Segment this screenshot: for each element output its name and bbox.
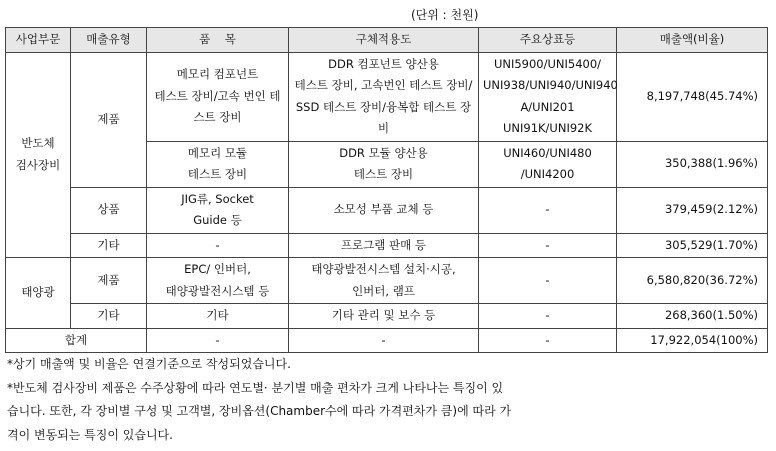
- item-cell: -: [147, 233, 289, 258]
- brands-cell: -: [479, 328, 617, 353]
- type-cell-other: 기타: [71, 304, 147, 329]
- header-division: 사업부문: [6, 28, 71, 53]
- usage-cell: 기타 관리 및 보수 등: [289, 304, 479, 329]
- usage-cell: 소모성 부품 교체 등: [289, 187, 479, 233]
- brands-cell: -: [479, 258, 617, 304]
- item-cell: EPC/ 인버터, 태양광발전시스템 등: [147, 258, 289, 304]
- usage-cell: DDR 컴포넌트 양산용 테스트 장비, 고속번인 테스트 장비/ SSD 테스트 장비/융복합 테스트 장 비: [289, 52, 479, 141]
- usage-cell: DDR 모듈 양산용 테스트 장비: [289, 141, 479, 187]
- table-header-row: [6, 28, 768, 53]
- header-usage: 구체적용도: [289, 28, 479, 53]
- table-row: [6, 258, 768, 304]
- header-item: 품 목: [147, 28, 289, 53]
- brands-cell: UNI5900/UNI5400/ UNI938/UNI940/UNI940 A/UNI201 UNI91K/UNI92K: [479, 52, 617, 141]
- usage-cell: 태양광발전시스템 설치·시공, 인버터, 램프: [289, 258, 479, 304]
- sales-table: [5, 27, 768, 353]
- header-sales: 매출액(비율): [617, 28, 768, 53]
- item-cell: 메모리 모듈 테스트 장비: [147, 141, 289, 187]
- sales-cell: 305,529(1.70%): [617, 233, 768, 258]
- division-cell-semiconductor: 반도체 검사장비: [6, 52, 71, 258]
- footnotes: [7, 353, 567, 447]
- table-row: [6, 233, 768, 258]
- brands-cell: UNI460/UNI480 /UNI4200: [479, 141, 617, 187]
- header-sales-type: 매출유형: [71, 28, 147, 53]
- type-cell-product: 제품: [71, 258, 147, 304]
- type-cell-goods: 상품: [71, 187, 147, 233]
- type-cell-product: 제품: [71, 52, 147, 187]
- header-brands: 주요상표등: [479, 28, 617, 53]
- type-cell-other: 기타: [71, 233, 147, 258]
- total-row: [6, 328, 768, 353]
- total-sales-cell: 17,922,054(100%): [617, 328, 768, 353]
- table-row: [6, 52, 768, 141]
- division-cell-solar: 태양광: [6, 258, 71, 329]
- table-row: [6, 304, 768, 329]
- item-cell: -: [147, 328, 289, 353]
- item-cell: 메모리 컴포넌트 테스트 장비/고속 번인 테 스트 장비: [147, 52, 289, 141]
- brands-cell: -: [479, 304, 617, 329]
- sales-cell: 8,197,748(45.74%): [617, 52, 768, 141]
- sales-cell: 350,388(1.96%): [617, 141, 768, 187]
- item-cell: JIG류, Socket Guide 등: [147, 187, 289, 233]
- usage-cell: 프로그램 판매 등: [289, 233, 479, 258]
- table-row: [6, 187, 768, 233]
- total-label: 합계: [6, 328, 147, 353]
- footnote-consolidated-basis: *상기 매출액 및 비율은 연결기준으로 작성되었습니다.: [7, 357, 291, 371]
- item-cell: 기타: [147, 304, 289, 329]
- sales-cell: 379,459(2.12%): [617, 187, 768, 233]
- sales-cell: 268,360(1.50%): [617, 304, 768, 329]
- unit-label: (단위 : 천원): [411, 8, 479, 22]
- footnote-semiconductor-variance: *반도체 검사장비 제품은 수주상황에 따라 연도별· 분기별 매출 편차가 크게 나타나는 특징이 있 습니다. 또한, 각 장비별 구성 및 고객별, 장비옵션(Chamber수에 따라 가격편차가 큼)에 따라 가 격이 변동되는 특징이 있습니다.: [7, 380, 512, 442]
- usage-cell: -: [289, 328, 479, 353]
- brands-cell: -: [479, 233, 617, 258]
- brands-cell: -: [479, 187, 617, 233]
- sales-cell: 6,580,820(36.72%): [617, 258, 768, 304]
